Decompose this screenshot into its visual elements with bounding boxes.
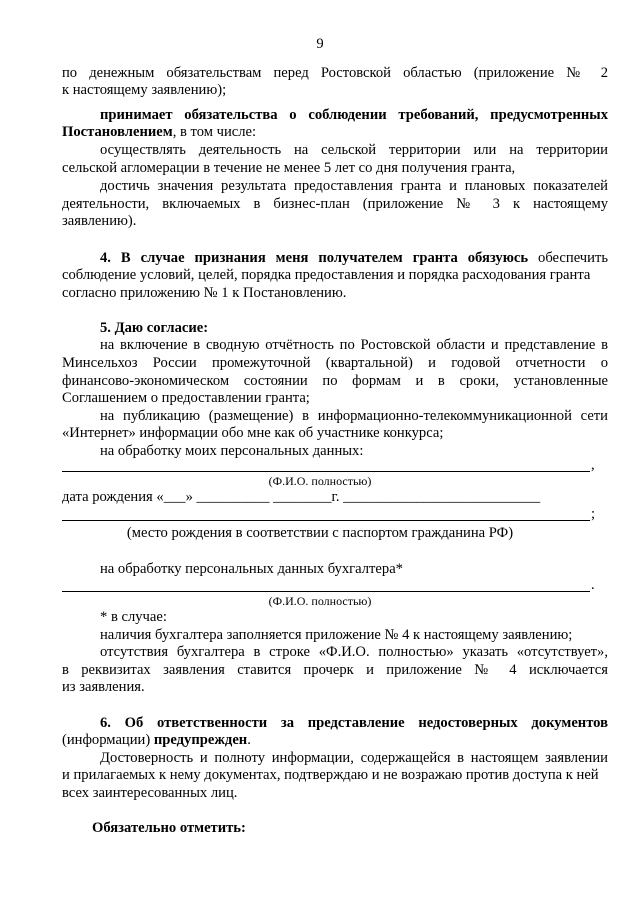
note-line4: из заявления.: [62, 679, 145, 695]
s6-l2-end: .: [247, 732, 251, 748]
birth-date-field[interactable]: дата рождения «___» __________ ________г. ___________________________: [62, 489, 541, 505]
page-number: 9: [316, 36, 324, 52]
birthplace-line[interactable]: [62, 520, 590, 521]
note-line1: наличия бухгалтера заполняется приложение № 4 к настоящему заявлению;: [100, 627, 573, 643]
s5-a1: на включение в сводную отчётность по Ростовской области и представление в: [100, 337, 608, 353]
p1-line1: по денежным обязательствам перед Ростовской областью (приложение № 2: [62, 65, 608, 81]
s5-c1: на обработку моих персональных данных:: [100, 443, 364, 459]
s5-a3: финансово-экономическом состоянии по формам и в сроки, установленные: [62, 373, 608, 389]
birthplace-caption: (место рождения в соответствии с паспортом гражданина РФ): [126, 525, 514, 541]
note-line2: отсутствия бухгалтера в строке «Ф.И.О. полностью» указать «отсутствует»,: [100, 644, 608, 660]
p2-rest: , в том числе:: [172, 124, 257, 140]
s4-rest: обеспечить: [528, 250, 608, 266]
s6-l2-plain: (информации): [62, 732, 154, 748]
p2-bold1: принимает обязательства о соблюдении требований, предусмотренных: [100, 107, 608, 123]
accountant-label: на обработку персональных данных бухгалтера*: [100, 561, 403, 577]
s6-line2: [62, 732, 251, 749]
s4-bold: 4. В случае признания меня получателем гранта обязуюсь: [100, 250, 529, 266]
p1-line2: к настоящему заявлению);: [62, 82, 227, 98]
p2-line1: [100, 107, 608, 124]
s4-line3: согласно приложению № 1 к Постановлению.: [62, 285, 347, 301]
p4-line1: достичь значения результата предоставления гранта и плановых показателей: [100, 178, 608, 194]
s6-l2-bold: предупрежден: [153, 732, 248, 748]
accountant-period: .: [591, 577, 595, 593]
s6-line1: [100, 715, 608, 732]
note-heading: * в случае:: [100, 609, 167, 625]
note-line3: в реквизитах заявления ставится прочерк и приложение № 4 исключается: [62, 662, 608, 678]
birthplace-semicolon: ;: [591, 506, 596, 522]
p2-bold2: Постановлением: [62, 124, 173, 140]
s5-a4: Соглашением о предоставлении гранта;: [62, 390, 310, 406]
p4-line2: деятельности, включаемых в бизнес-план (приложение № 3 к настоящему: [62, 196, 608, 212]
s6-line3: Достоверность и полноту информации, содержащейся в настоящем заявлении: [100, 750, 608, 766]
s6-bold: 6. Об ответственности за представление недостоверных документов: [100, 715, 608, 731]
s5-a2: Минсельхоз России промежуточной (квартальной) и годовой отчетности о: [62, 355, 608, 371]
footer-bold-text: Обязательно отметить:: [92, 820, 246, 836]
accountant-fio-line[interactable]: [62, 591, 590, 592]
s5-b1: на публикацию (размещение) в информационно-телекоммуникационной сети: [100, 408, 608, 424]
s6-line4: и прилагаемых к нему документах, подтверждаю и не возражаю против доступа к ней: [62, 767, 599, 783]
p2-line2: [62, 124, 256, 141]
footer-heading: [92, 820, 246, 837]
fio-caption-2: (Ф.И.О. полностью): [268, 594, 372, 608]
fio-comma: ,: [591, 457, 595, 473]
p3-line1: осуществлять деятельность на сельской территории или на территории: [100, 142, 608, 158]
s5-heading-text: 5. Даю согласие:: [100, 320, 209, 336]
fio-caption: (Ф.И.О. полностью): [268, 474, 372, 488]
s4-line2: соблюдение условий, целей, порядка предоставления и порядка расходования гранта: [62, 267, 591, 283]
fio-line[interactable]: [62, 471, 590, 472]
s5-b2: «Интернет» информации обо мне как об участнике конкурса;: [62, 425, 444, 441]
s4-line1: [100, 250, 608, 267]
s6-line5: всех заинтересованных лиц.: [62, 785, 238, 801]
p4-line3: заявлению).: [62, 213, 137, 229]
p3-line2: сельской агломерации в течение не менее 5 лет со дня получения гранта,: [62, 160, 516, 176]
s5-heading: [100, 320, 208, 337]
